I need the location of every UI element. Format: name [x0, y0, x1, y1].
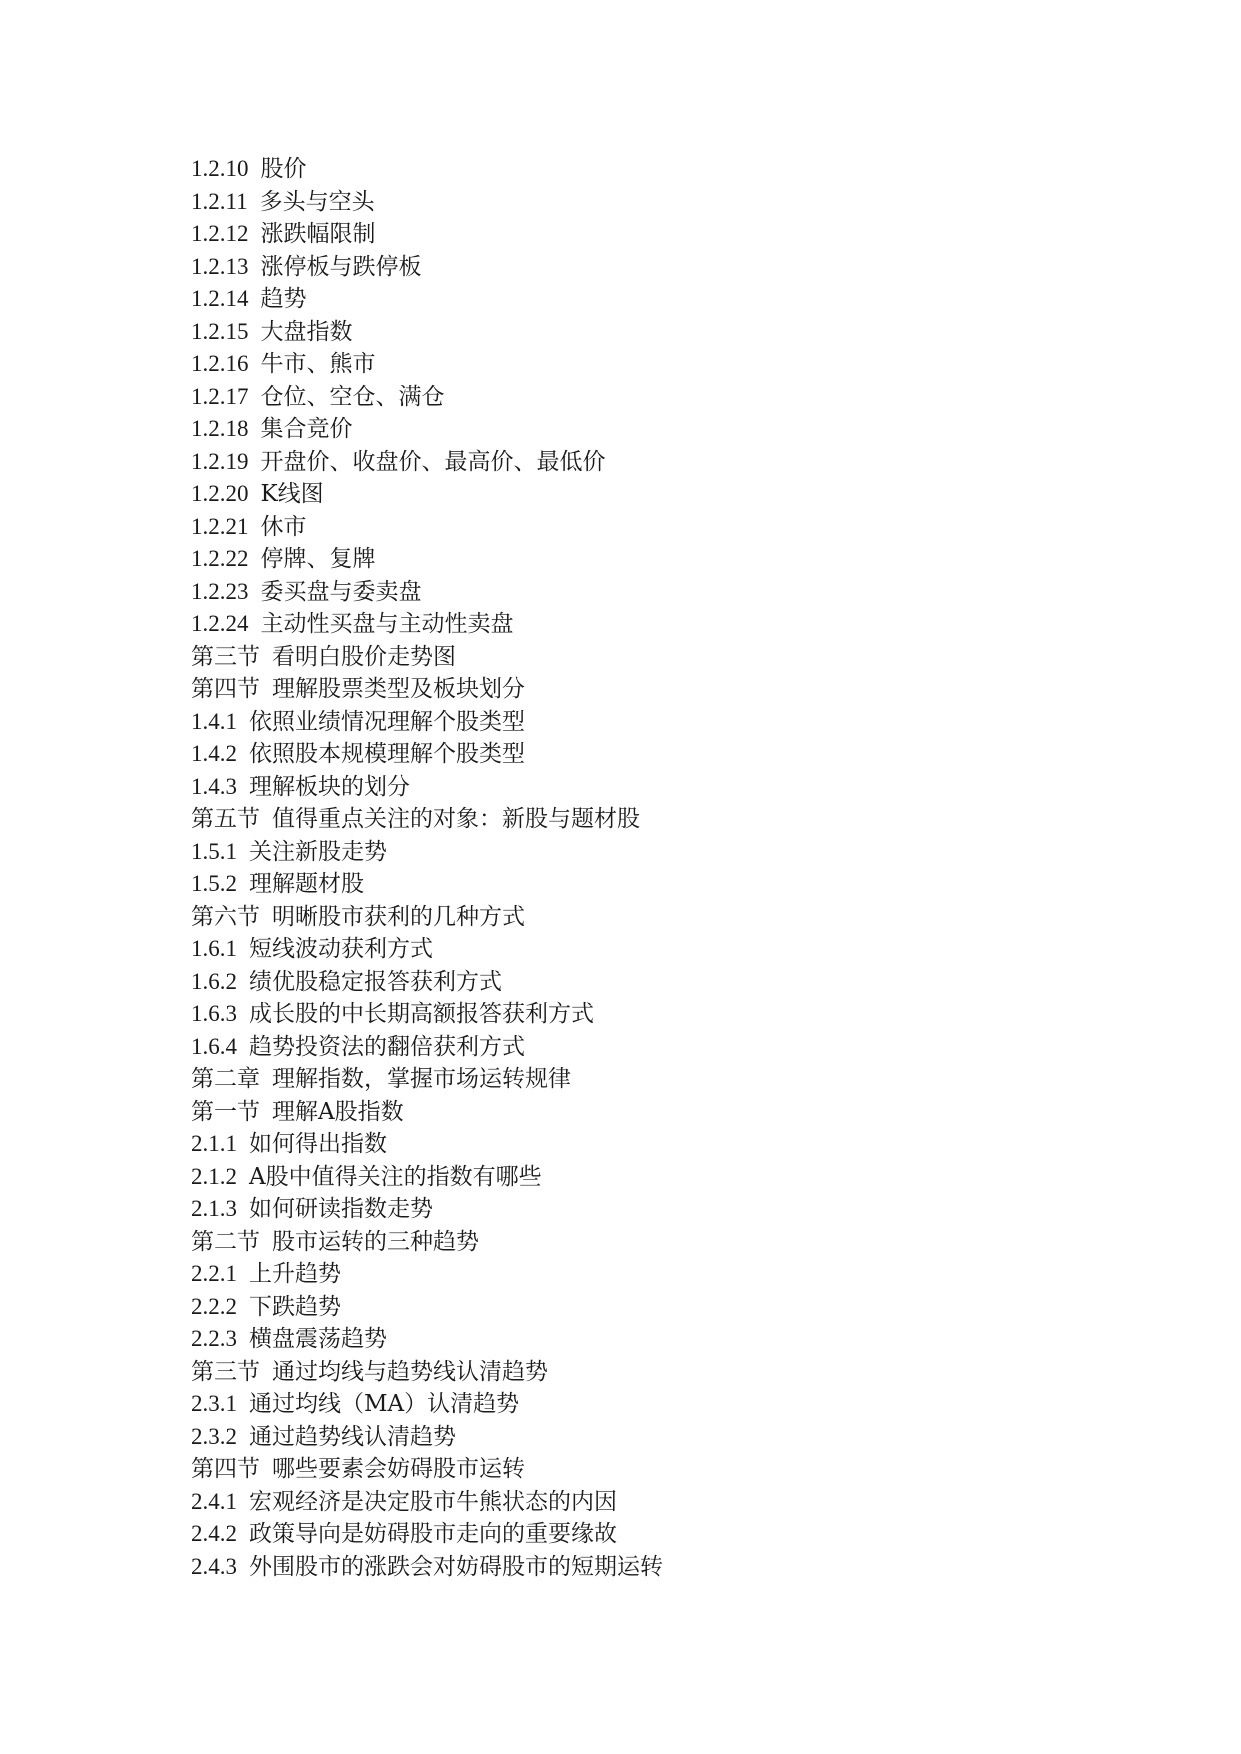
toc-entry: [191, 836, 1091, 869]
toc-entry: [191, 478, 1091, 511]
toc-entry-number: 1.5.1: [191, 838, 237, 864]
toc-entry: [191, 511, 1091, 544]
toc-entry-title: 关注新股走势: [249, 838, 387, 865]
toc-entry: [191, 1486, 1091, 1519]
toc-entry: [191, 1226, 1091, 1259]
toc-entry-title: 如何研读指数走势: [249, 1196, 433, 1222]
toc-entry-title: 涨跌幅限制: [260, 221, 376, 247]
toc-entry-title: 理解指数，掌握市场运转规律: [272, 1066, 571, 1092]
toc-entry: [191, 218, 1091, 251]
toc-entry: [191, 348, 1091, 381]
toc-entry: [191, 771, 1091, 804]
toc-entry-number: 1.2.17: [191, 383, 249, 409]
toc-entry-title: 牛市、熊市: [260, 351, 376, 377]
toc-entry-number: 1.4.3: [191, 773, 237, 799]
toc-entry-title: 趋势: [260, 286, 307, 312]
toc-entry: [191, 186, 1091, 219]
toc-entry-number: 1.4.1: [191, 708, 237, 734]
toc-entry-number: 1.2.22: [191, 546, 249, 571]
toc-entry-number: 第三节: [191, 1358, 260, 1384]
toc-entry-title: 委买盘与委卖盘: [260, 578, 422, 605]
toc-entry: [191, 1551, 1091, 1584]
toc-entry-title: 主动性买盘与主动性卖盘: [260, 611, 514, 637]
toc-entry-number: 2.1.3: [191, 1196, 237, 1221]
toc-entry-number: 2.3.1: [191, 1391, 237, 1416]
toc-entry-title: 通过均线（MA）认清趋势: [249, 1391, 520, 1417]
toc-entry-number: 1.2.21: [191, 513, 249, 539]
toc-entry-title: 依照股本规模理解个股类型: [249, 741, 525, 767]
toc-entry-number: 第四节: [191, 1456, 260, 1481]
toc-entry-number: 第三节: [191, 643, 260, 669]
toc-entry-title: 下跌趋势: [249, 1293, 341, 1320]
toc-entry: [191, 1356, 1091, 1389]
toc-entry-number: 2.4.1: [191, 1488, 237, 1514]
toc-entry-number: 1.4.2: [191, 741, 237, 766]
toc-entry-title: 股价: [260, 156, 307, 182]
toc-entry-title: 集合竞价: [260, 416, 353, 442]
toc-entry-title: 开盘价、收盘价、最高价、最低价: [260, 448, 606, 475]
toc-entry-title: 成长股的中长期高额报答获利方式: [249, 1001, 594, 1027]
toc-entry: [191, 1518, 1091, 1551]
toc-entry: [191, 153, 1091, 186]
toc-entry-number: 1.6.2: [191, 968, 237, 994]
toc-entry-number: 1.2.18: [191, 416, 249, 441]
toc-entry-title: 休市: [260, 513, 307, 540]
toc-entry: [191, 381, 1091, 414]
toc-entry-title: 短线波动获利方式: [249, 936, 433, 962]
toc-entry-title: 理解题材股: [249, 871, 364, 897]
toc-entry: [191, 543, 1091, 576]
toc-entry-title: 理解A股指数: [272, 1098, 404, 1125]
toc-entry-number: 第四节: [191, 676, 260, 701]
toc-entry-title: 理解板块的划分: [249, 773, 410, 800]
toc-entry-title: 通过趋势线认清趋势: [249, 1423, 456, 1450]
toc-entry: [191, 1031, 1091, 1064]
toc-entry: [191, 641, 1091, 674]
toc-entry-title: 横盘震荡趋势: [249, 1326, 387, 1352]
toc-entry-number: 1.2.13: [191, 253, 249, 279]
toc-entry-number: 2.2.2: [191, 1293, 237, 1319]
toc-entry-number: 1.2.10: [191, 156, 249, 181]
toc-entry-title: 如何得出指数: [249, 1131, 387, 1157]
toc-entry-number: 第二章: [191, 1066, 260, 1091]
toc-entry: [191, 1421, 1091, 1454]
toc-entry-number: 1.5.2: [191, 871, 237, 896]
toc-entry-title: 政策导向是妨碍股市走向的重要缘故: [249, 1521, 617, 1547]
toc-entry: [191, 576, 1091, 609]
toc-entry: [191, 1258, 1091, 1291]
toc-entry-number: 2.4.2: [191, 1521, 237, 1546]
toc-entry-number: 1.2.16: [191, 351, 249, 376]
toc-entry-number: 1.2.11: [191, 188, 248, 214]
toc-entry-number: 2.2.1: [191, 1261, 237, 1286]
toc-entry: [191, 1193, 1091, 1226]
toc-entry-title: 趋势投资法的翻倍获利方式: [249, 1033, 525, 1060]
toc-entry: [191, 966, 1091, 999]
toc-entry-number: 第二节: [191, 1228, 260, 1254]
toc-entry-title: 绩优股稳定报答获利方式: [249, 968, 502, 995]
toc-entry-number: 第五节: [191, 806, 260, 831]
toc-entry: [191, 673, 1091, 706]
toc-entry: [191, 283, 1091, 316]
toc-entry-title: A股中值得关注的指数有哪些: [249, 1163, 542, 1190]
toc-entry: [191, 1388, 1091, 1421]
toc-entry-title: 通过均线与趋势线认清趋势: [272, 1358, 548, 1385]
toc-entry-number: 1.2.19: [191, 448, 249, 474]
toc-entry-title: 仓位、空仓、满仓: [260, 383, 445, 410]
toc-entry: [191, 1096, 1091, 1129]
toc-entry-number: 1.2.15: [191, 318, 249, 344]
toc-entry-title: 依照业绩情况理解个股类型: [249, 708, 525, 735]
toc-entry: [191, 251, 1091, 284]
toc-entry-title: 股市运转的三种趋势: [272, 1228, 479, 1255]
toc-entry-number: 1.2.14: [191, 286, 249, 311]
toc-entry: [191, 706, 1091, 739]
toc-entry-title: 上升趋势: [249, 1261, 341, 1287]
toc-entry-title: 外围股市的涨跌会对妨碍股市的短期运转: [249, 1553, 663, 1580]
toc-entry-title: 大盘指数: [260, 318, 353, 345]
toc-entry: [191, 998, 1091, 1031]
toc-entry: [191, 901, 1091, 934]
toc-entry-title: 理解股票类型及板块划分: [272, 676, 525, 702]
toc-entry: [191, 446, 1091, 479]
toc-entry-title: K线图: [260, 481, 324, 507]
toc-entry: [191, 1453, 1091, 1486]
toc-entry: [191, 608, 1091, 641]
toc-entry: [191, 933, 1091, 966]
toc-entry: [191, 1291, 1091, 1324]
toc-entry: [191, 316, 1091, 349]
toc-entry-title: 值得重点关注的对象：新股与题材股: [272, 806, 640, 832]
toc-entry: [191, 738, 1091, 771]
toc-entry-number: 2.3.2: [191, 1423, 237, 1449]
toc-entry: [191, 868, 1091, 901]
toc-entry: [191, 1128, 1091, 1161]
toc-entry-number: 2.1.2: [191, 1163, 237, 1189]
toc-entry: [191, 1323, 1091, 1356]
toc-entry-title: 看明白股价走势图: [272, 643, 456, 670]
toc-entry-title: 多头与空头: [259, 188, 375, 215]
toc-entry-number: 1.6.4: [191, 1033, 237, 1059]
toc-entry-number: 第一节: [191, 1098, 260, 1124]
toc-entry-number: 1.2.23: [191, 578, 249, 604]
table-of-contents: [191, 153, 1091, 1583]
toc-entry-title: 涨停板与跌停板: [260, 253, 422, 280]
toc-entry-number: 1.2.24: [191, 611, 249, 636]
toc-entry-number: 第六节: [191, 903, 260, 929]
toc-entry-number: 1.2.12: [191, 221, 249, 246]
toc-entry-number: 2.1.1: [191, 1131, 237, 1156]
toc-entry-number: 1.6.1: [191, 936, 237, 961]
toc-entry: [191, 413, 1091, 446]
toc-entry-title: 哪些要素会妨碍股市运转: [272, 1456, 525, 1482]
toc-entry-title: 宏观经济是决定股市牛熊状态的内因: [249, 1488, 617, 1515]
toc-entry: [191, 1161, 1091, 1194]
toc-entry-number: 2.4.3: [191, 1553, 237, 1579]
toc-entry-title: 停牌、复牌: [260, 546, 376, 572]
toc-entry: [191, 1063, 1091, 1096]
toc-entry-number: 1.6.3: [191, 1001, 237, 1026]
toc-entry-number: 1.2.20: [191, 481, 249, 506]
toc-entry: [191, 803, 1091, 836]
toc-entry-title: 明晰股市获利的几种方式: [272, 903, 525, 930]
toc-entry-number: 2.2.3: [191, 1326, 237, 1351]
